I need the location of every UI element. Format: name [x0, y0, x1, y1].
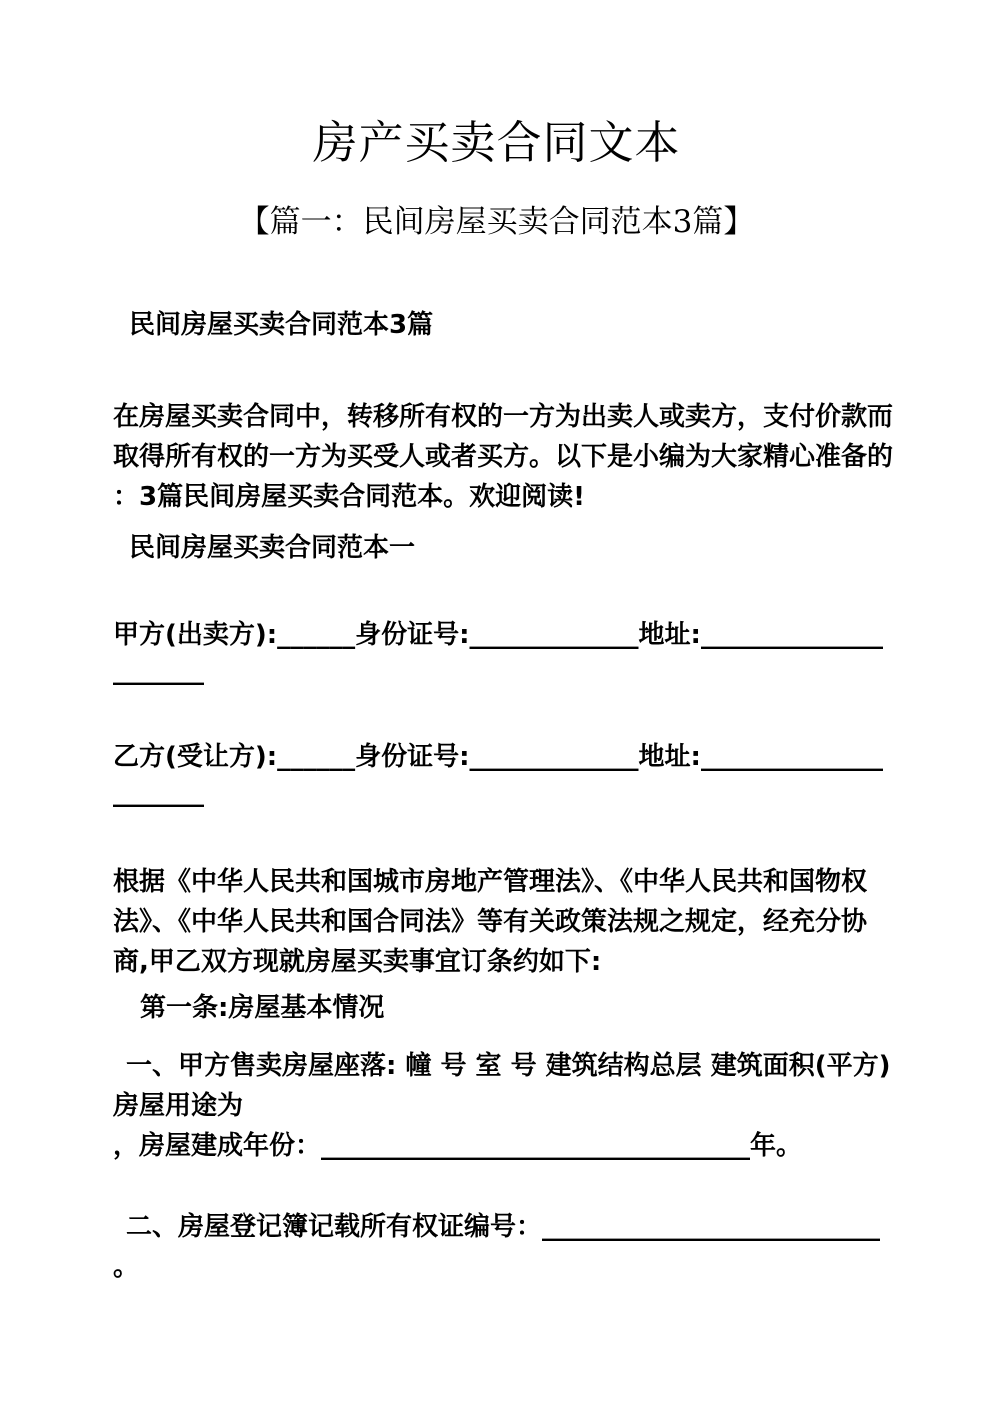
clause-2-line-1: 二、房屋登记簿记载所有权证编号：__________________________ [126, 1212, 881, 1242]
clause-2-line-2: 。 [113, 1252, 140, 1282]
article-1-heading: 第一条:房屋基本情况 [140, 993, 385, 1023]
document-body [0, 308, 993, 1287]
document-subtitle: 【篇一：民间房屋买卖合同范本3篇】 [238, 204, 755, 240]
party-b-line: 乙方(受让方):______身份证号:_____________地址:______________ [113, 742, 883, 772]
legal-basis-line-1: 根据《中华人民共和国城市房地产管理法》、《中华人民共和国物权 [113, 867, 868, 897]
sample-list-heading: 民间房屋买卖合同范本3篇 [129, 310, 434, 340]
clause-1-line-1: 一、甲方售卖房屋座落: 幢 号 室 号 建筑结构总层 建筑面积(平方) [126, 1051, 891, 1081]
intro-line-1: 在房屋买卖合同中，转移所有权的一方为出卖人或卖方，支付价款而 [113, 402, 894, 432]
clause-1-line-3: ，房屋建成年份：_________________________________年。 [113, 1131, 803, 1161]
party-b-blank-continuation: _______ [113, 778, 204, 808]
party-a-blank-continuation: _______ [113, 656, 204, 686]
legal-basis-line-2: 法》、《中华人民共和国合同法》等有关政策法规之规定，经充分协 [113, 907, 868, 937]
sample-one-heading: 民间房屋买卖合同范本一 [129, 533, 416, 563]
party-a-line: 甲方(出卖方):______身份证号:_____________地址:______________ [113, 620, 883, 650]
intro-line-2: 取得所有权的一方为买受人或者买方。以下是小编为大家精心准备的 [113, 442, 894, 472]
clause-1-line-2: 房屋用途为 [113, 1091, 244, 1121]
intro-line-3: ：3篇民间房屋买卖合同范本。欢迎阅读! [113, 482, 585, 512]
legal-basis-line-3: 商,甲乙双方现就房屋买卖事宜订条约如下: [113, 947, 602, 977]
document-title: 房产买卖合同文本 [312, 116, 681, 169]
